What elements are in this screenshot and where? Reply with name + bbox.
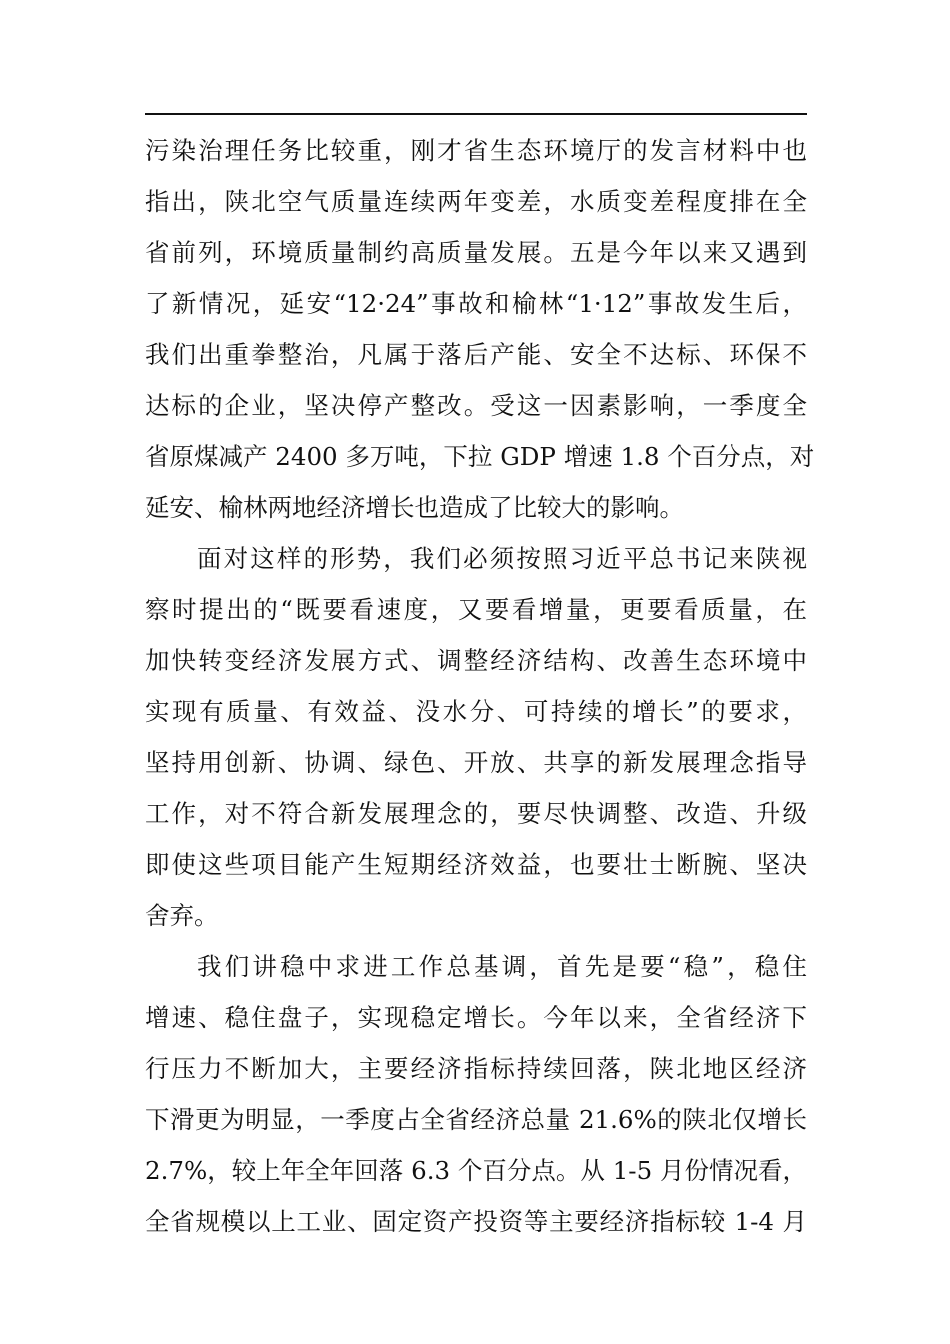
text-line: 坚持用创新、协调、绿色、开放、共享的新发展理念指导 — [145, 748, 807, 777]
text-line: 省原煤减产 2400 多万吨，下拉 GDP 增速 1.8 个百分点，对 — [145, 442, 815, 471]
text-line: 延安、榆林两地经济增长也造成了比较大的影响。 — [145, 493, 684, 522]
text-line: 2.7%，较上年全年回落 6.3 个百分点。从 1-5 月份情况看， — [145, 1156, 807, 1185]
text-line: 了新情况，延安“12·24”事故和榆林“1·12”事故发生后， — [145, 289, 807, 318]
text-line: 增速、稳住盘子，实现稳定增长。今年以来，全省经济下 — [145, 1003, 807, 1032]
paragraph — [145, 941, 807, 1247]
text-line: 污染治理任务比较重，刚才省生态环境厅的发言材料中也 — [145, 136, 807, 165]
body-text — [145, 125, 815, 1247]
text-line: 全省规模以上工业、固定资产投资等主要经济指标较 1-4 月 — [145, 1207, 807, 1236]
header-rule — [145, 113, 807, 115]
text-line: 即使这些项目能产生短期经济效益，也要壮士断腕、坚决 — [145, 850, 807, 879]
text-line: 实现有质量、有效益、没水分、可持续的增长”的要求， — [145, 697, 807, 726]
text-line: 工作，对不符合新发展理念的，要尽快调整、改造、升级 — [145, 799, 807, 828]
text-line: 行压力不断加大，主要经济指标持续回落，陕北地区经济 — [145, 1054, 807, 1083]
text-line: 舍弃。 — [145, 901, 219, 930]
text-line: 我们出重拳整治，凡属于落后产能、安全不达标、环保不 — [145, 340, 807, 369]
text-line: 指出，陕北空气质量连续两年变差，水质变差程度排在全 — [145, 187, 807, 216]
text-line: 下滑更为明显，一季度占全省经济总量 21.6%的陕北仅增长 — [145, 1105, 807, 1134]
text-line: 察时提出的“既要看速度，又要看增量，更要看质量，在 — [145, 595, 807, 624]
paragraph — [145, 533, 807, 941]
text-line: 面对这样的形势，我们必须按照习近平总书记来陕视 — [197, 544, 807, 573]
text-line: 我们讲稳中求进工作总基调，首先是要“稳”，稳住 — [197, 952, 807, 981]
text-line: 加快转变经济发展方式、调整经济结构、改善生态环境中 — [145, 646, 807, 675]
text-line: 省前列，环境质量制约高质量发展。五是今年以来又遇到 — [145, 238, 807, 267]
paragraph — [145, 125, 815, 533]
text-line: 达标的企业，坚决停产整改。受这一因素影响，一季度全 — [145, 391, 807, 420]
